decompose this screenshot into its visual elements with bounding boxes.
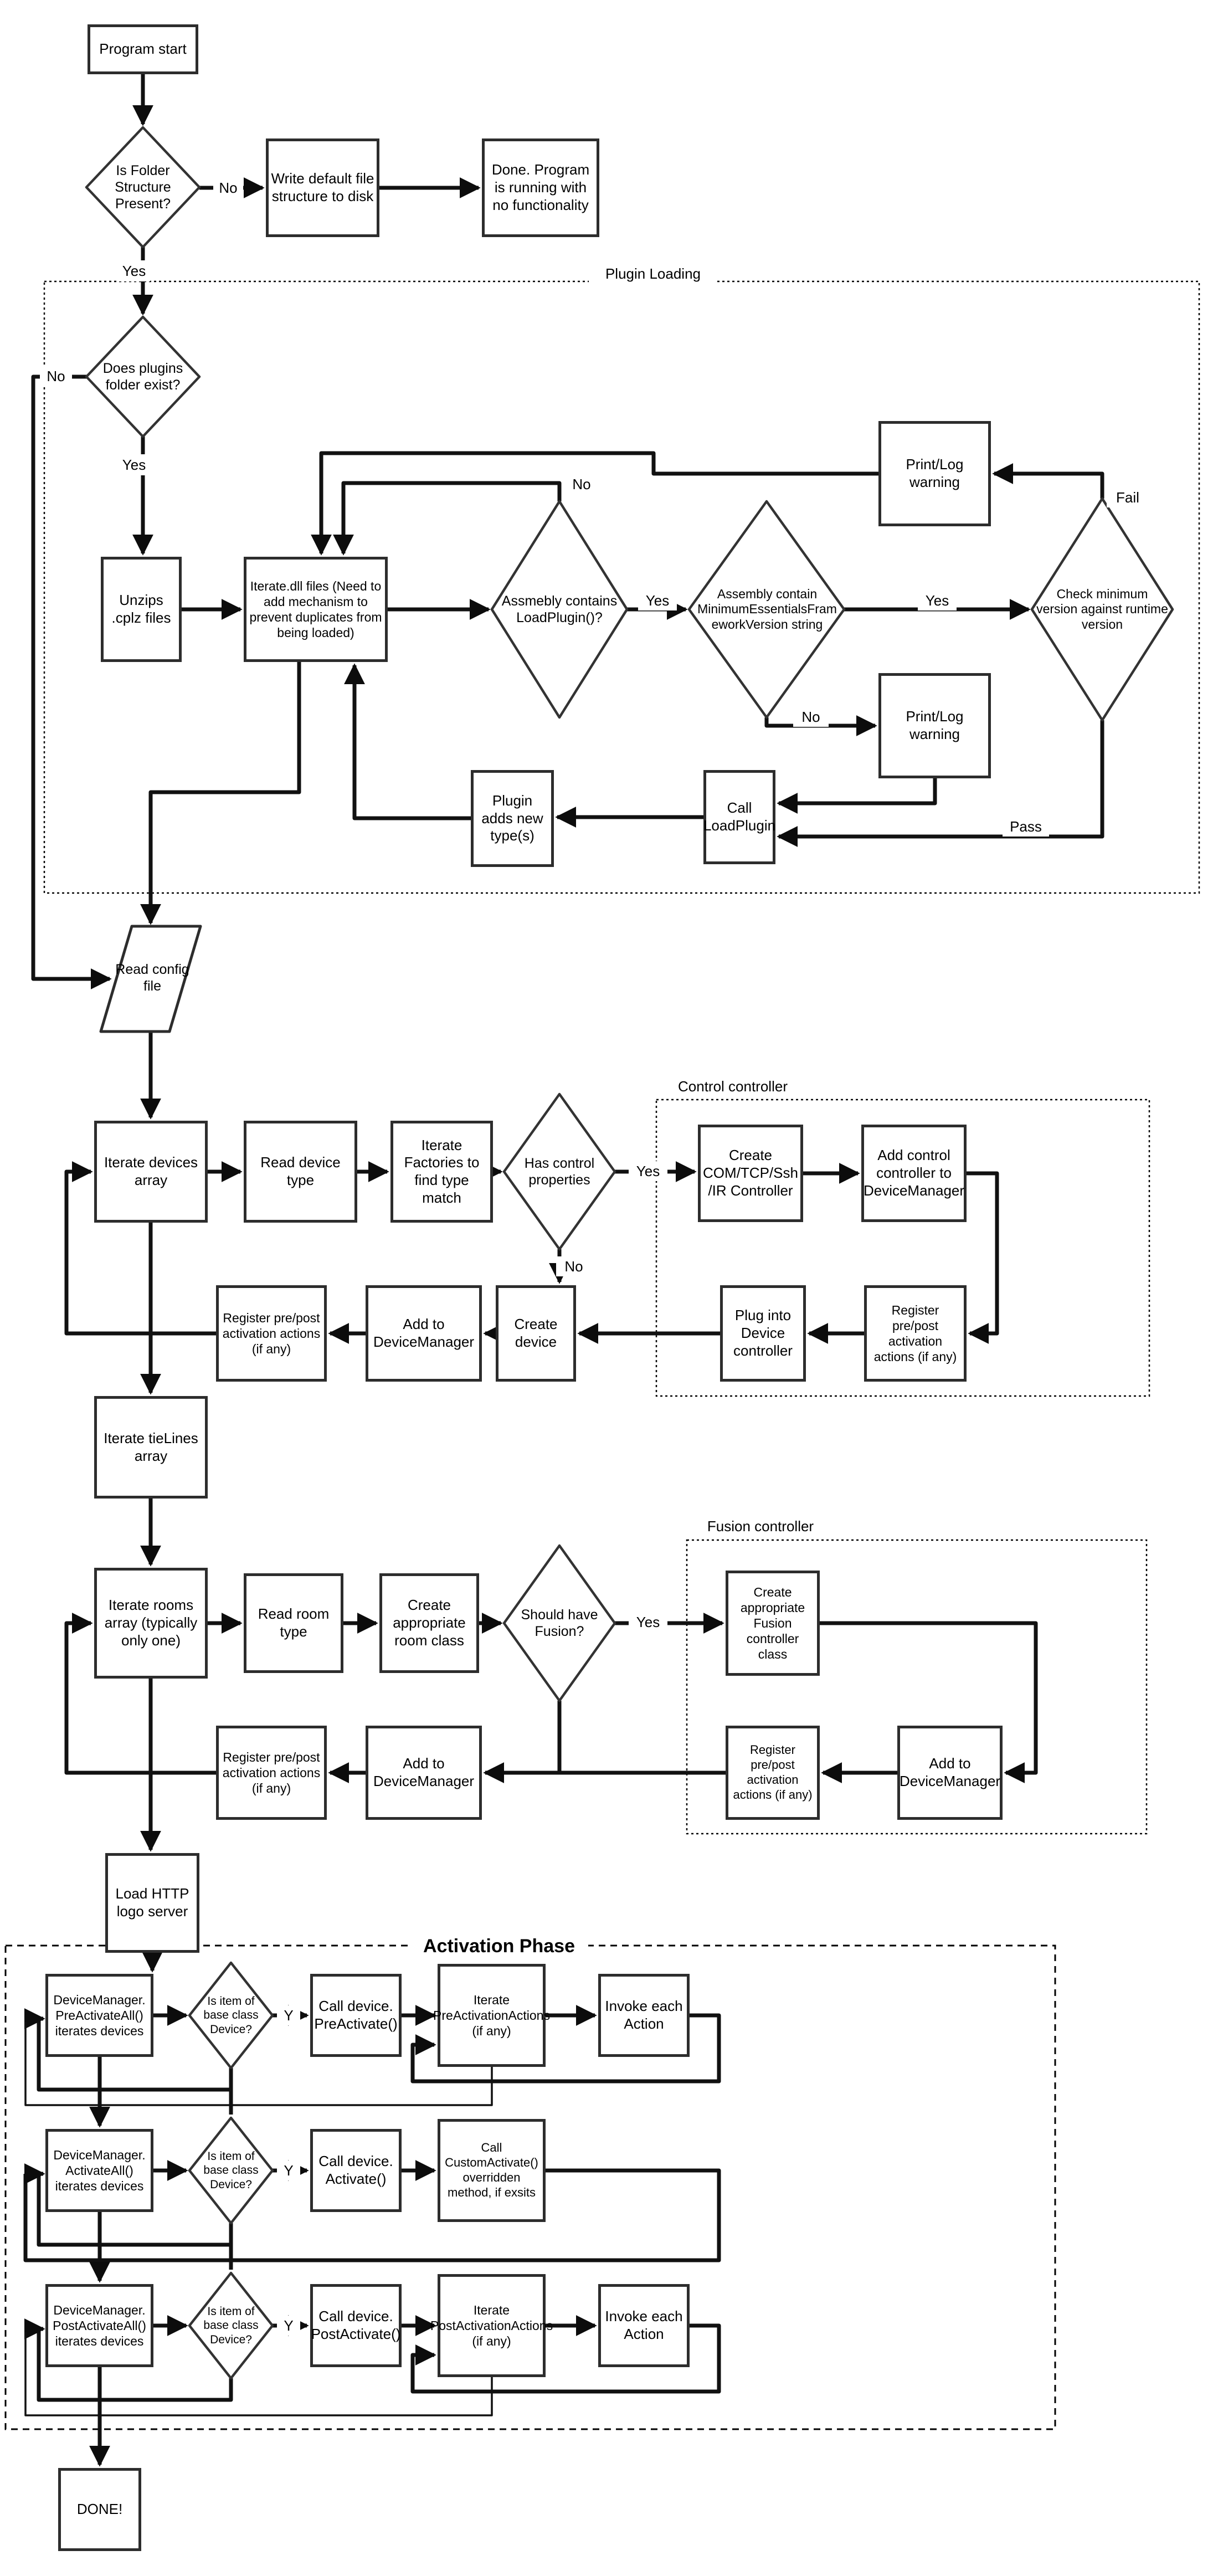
node-iterate-dll: Iterate.dll files (Need to add mechanism to prevent duplicates from being loaded) xyxy=(244,557,388,662)
edge-label-yes-control: Yes xyxy=(629,1161,667,1181)
label-fusion-diamond: Should have Fusion? xyxy=(521,1607,598,1639)
node-iterate-preactivationactions: Iterate PreActivationActions (if any) xyxy=(438,1964,546,2067)
node-read-room-type: Read room type xyxy=(244,1573,343,1673)
node-iterate-factories: Iterate Factories to find type match xyxy=(390,1121,493,1223)
node-dm-preactivateall: DeviceManager. PreActivateAll() iterates devices xyxy=(45,1974,153,2057)
label-is-base-c: Is item of base class Device? xyxy=(203,2305,259,2346)
node-write-default: Write default file structure to disk xyxy=(266,138,379,237)
node-invoke-each-action-a: Invoke each Action xyxy=(598,1974,690,2057)
node-dm-activateall: DeviceManager. ActivateAll() iterates devices xyxy=(45,2129,153,2212)
edge-printlog-return xyxy=(321,453,878,553)
node-plugin-adds-types: Plugin adds new type(s) xyxy=(471,770,554,867)
edge-label-fail: Fail xyxy=(1107,488,1149,507)
edge-loadplugin-no-loop xyxy=(343,483,559,553)
node-create-device: Create device xyxy=(496,1285,576,1382)
label-read-config: Read config file xyxy=(115,962,189,994)
node-create-com-controller: Create COM/TCP/Ssh /IR Controller xyxy=(698,1125,803,1222)
edge-label-pass: Pass xyxy=(1003,817,1049,837)
edge xyxy=(779,778,935,803)
node-create-fusion-controller: Create appropriate Fusion controller class xyxy=(726,1571,820,1676)
label-plugins-diamond: Does plugins folder exist? xyxy=(102,361,183,393)
node-done-no-functionality: Done. Program is running with no functionality xyxy=(482,138,599,237)
edge xyxy=(967,1173,997,1333)
node-call-postactivate: Call device. PostActivate() xyxy=(310,2284,402,2367)
node-unzips-cplz: Unzips .cplz files xyxy=(101,557,182,662)
node-load-http-logo-server: Load HTTP logo server xyxy=(105,1853,199,1953)
plugin-loading-container xyxy=(44,281,1199,893)
edge-label-no-essentials: No xyxy=(793,707,829,727)
edge-fail xyxy=(994,474,1102,499)
section-label-activation-phase: Activation Phase xyxy=(410,1933,588,1959)
section-label-control-controller: Control controller xyxy=(657,1076,808,1097)
section-label-plugin-loading: Plugin Loading xyxy=(589,263,717,284)
edge-label-no-folder: No xyxy=(213,177,243,198)
section-label-fusion-controller: Fusion controller xyxy=(688,1516,833,1537)
edge-label-yes-fusion: Yes xyxy=(629,1612,667,1632)
edge-label-y-c: Y xyxy=(277,2316,300,2336)
label-folder-diamond: Is Folder Structure Present? xyxy=(115,163,171,212)
edge-label-no-plugins: No xyxy=(40,366,72,387)
label-loadplugin-diamond: Assmebly contains LoadPlugin()? xyxy=(501,593,618,625)
node-call-activate: Call device. Activate() xyxy=(310,2129,402,2212)
edge-label-yes-essentials: Yes xyxy=(918,591,957,610)
node-printlog-warning-bottom: Print/Log warning xyxy=(878,673,991,778)
label-checkmin-diamond: Check minimum version against runtime version xyxy=(1036,586,1168,632)
node-register-prepost-devices: Register pre/post activation actions (if any) xyxy=(216,1285,327,1382)
edge-label-y-a: Y xyxy=(277,2005,300,2025)
node-add-dm-rooms: Add to DeviceManager xyxy=(366,1726,482,1820)
node-register-prepost-fusion: Register pre/post activation actions (if any) xyxy=(726,1726,820,1820)
node-call-customactivate: Call CustomActivate() overridden method, if exsits xyxy=(438,2119,546,2222)
node-iterate-postactivationactions: Iterate PostActivationActions (if any) xyxy=(438,2274,546,2377)
edge-label-yes-loadplugin: Yes xyxy=(638,591,677,610)
node-call-preactivate: Call device. PreActivate() xyxy=(310,1974,402,2057)
node-done: DONE! xyxy=(58,2468,141,2551)
edge-label-no-control: No xyxy=(556,1256,592,1276)
node-register-prepost-rooms: Register pre/post activation actions (if any) xyxy=(216,1726,327,1820)
node-register-prepost-ctrl: Register pre/post activation actions (if any) xyxy=(864,1285,967,1382)
edge-to-read-config xyxy=(151,662,299,923)
node-dm-postactivateall: DeviceManager. PostActivateAll() iterates devices xyxy=(45,2284,153,2367)
edge-label-y-b: Y xyxy=(277,2161,300,2180)
node-add-dm-devices: Add to DeviceManager xyxy=(366,1285,482,1382)
node-plug-into-device-controller: Plug into Device controller xyxy=(720,1285,806,1382)
node-read-device-type: Read device type xyxy=(244,1121,357,1223)
edge-label-yes-plugins: Yes xyxy=(118,454,150,475)
edge-label-no-loadplugin: No xyxy=(564,474,599,494)
label-hascontrol-diamond: Has control properties xyxy=(524,1156,595,1188)
node-add-dm-fusion: Add to DeviceManager xyxy=(897,1726,1003,1820)
node-create-room-class: Create appropriate room class xyxy=(379,1573,479,1673)
node-iterate-tielines: Iterate tieLines array xyxy=(94,1396,208,1499)
edge-plugin-adds-loop xyxy=(354,665,471,818)
node-printlog-warning-top: Print/Log warning xyxy=(878,421,991,526)
node-program-start: Program start xyxy=(88,24,198,74)
node-invoke-each-action-c: Invoke each Action xyxy=(598,2284,690,2367)
label-is-base-b: Is item of base class Device? xyxy=(203,2150,259,2191)
node-iterate-rooms: Iterate rooms array (typically only one) xyxy=(94,1568,208,1679)
node-add-control-dm: Add control controller to DeviceManager xyxy=(861,1125,967,1222)
label-is-base-a: Is item of base class Device? xyxy=(203,1995,259,2036)
node-call-loadplugin: Call LoadPlugin xyxy=(703,770,775,864)
node-iterate-devices: Iterate devices array xyxy=(94,1121,208,1223)
edge-label-yes-folder: Yes xyxy=(118,260,150,281)
label-essentials-diamond: Assembly contain MinimumEssentialsFrameworkVersion string xyxy=(697,586,837,632)
